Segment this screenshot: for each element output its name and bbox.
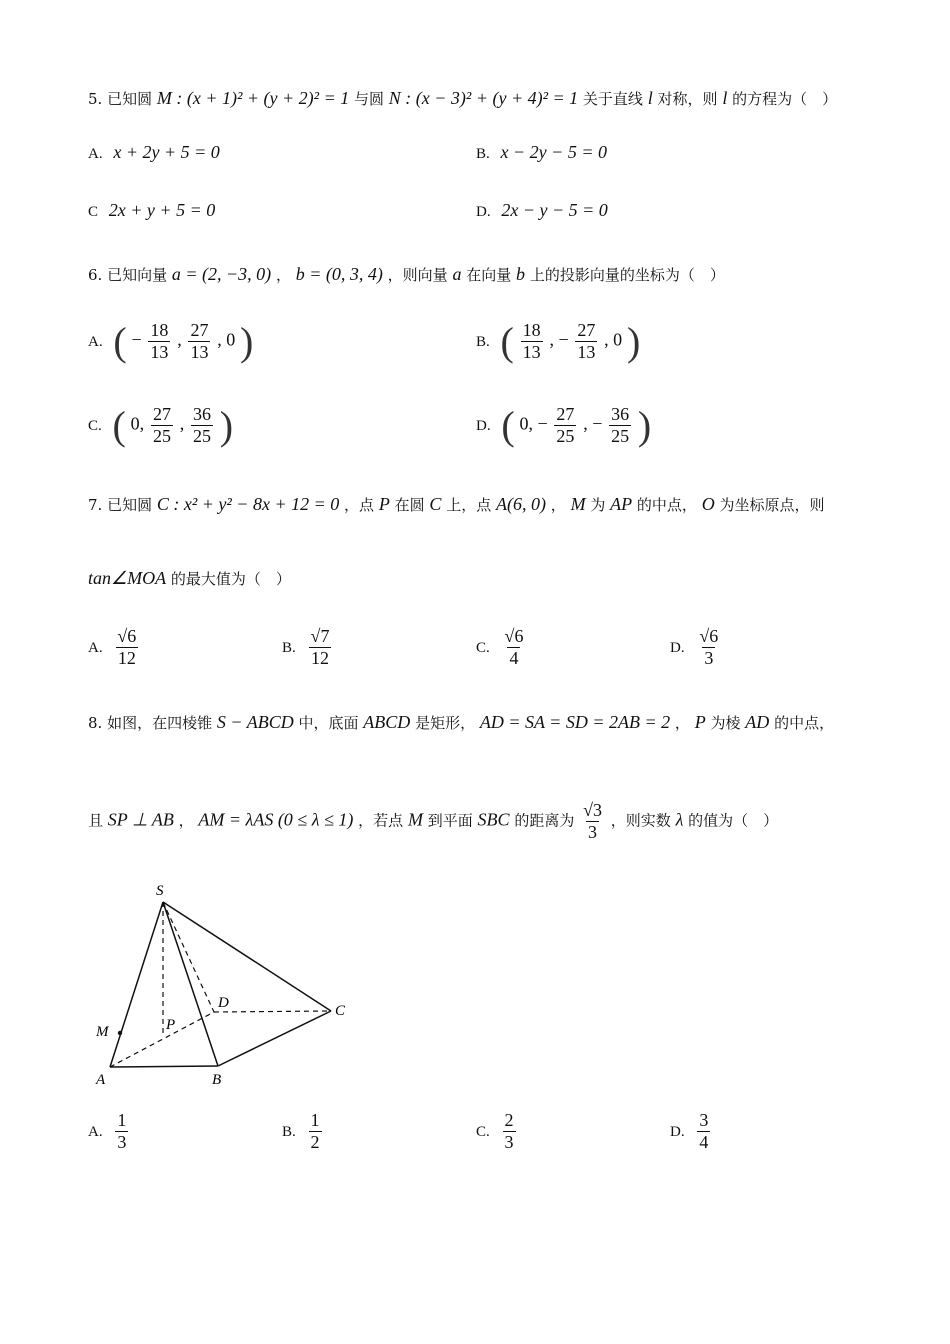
- option-label: A.: [88, 1123, 103, 1140]
- denominator: 25: [152, 426, 171, 446]
- q7-text-8: 为坐标原点，则: [719, 496, 825, 514]
- numerator: 36: [611, 404, 630, 424]
- q7-text-3: 在圆: [394, 496, 425, 514]
- numerator: 27: [152, 404, 171, 424]
- fraction: [697, 1110, 710, 1153]
- edge-sb: [163, 902, 218, 1066]
- q7-p: P: [378, 494, 390, 514]
- denominator: 13: [190, 342, 209, 362]
- q8-option-d[interactable]: [670, 1110, 712, 1153]
- q6-option-a[interactable]: [88, 318, 253, 365]
- numerator: 1: [117, 1110, 127, 1130]
- label-a: A: [96, 1072, 106, 1088]
- fraction: [148, 320, 170, 363]
- q5-text-5: 的方程为（ ）: [732, 90, 838, 108]
- fraction: [309, 1110, 322, 1153]
- option-pre: 0,: [130, 413, 145, 434]
- numerator: 27: [577, 320, 596, 340]
- fraction: [503, 1110, 516, 1153]
- q7-o: O: [701, 494, 715, 514]
- q5-circle-n: N : (x − 3)² + (y + 4)² = 1: [388, 88, 579, 108]
- fraction: [188, 320, 210, 363]
- point-m-dot: [118, 1031, 122, 1035]
- numerator: √3: [583, 800, 602, 820]
- q8-perp: SP ⊥ AB: [107, 809, 174, 830]
- fraction: [503, 626, 526, 669]
- q7-stem-2: [88, 568, 291, 589]
- radicand: 6: [127, 626, 137, 646]
- option-mid: , −: [583, 413, 603, 434]
- q7-text-7: 的中点，: [636, 496, 697, 514]
- q8-base: ABCD: [363, 712, 411, 732]
- q6-sep: ，: [275, 266, 291, 284]
- option-expr: x − 2y − 5 = 0: [500, 142, 607, 162]
- numerator: √6: [117, 626, 137, 646]
- q7-text-2: ，点: [344, 496, 375, 514]
- numerator: 2: [504, 1110, 514, 1130]
- q5-number: 5.: [88, 90, 103, 108]
- q7-option-d[interactable]: [670, 626, 722, 669]
- q7-text-6: 为: [590, 496, 606, 514]
- q8-text-4: ，: [674, 714, 690, 732]
- edge-sc: [163, 902, 331, 1011]
- fraction: [191, 404, 213, 447]
- q8-lambda: λ: [675, 809, 684, 830]
- label-m: M: [96, 1024, 109, 1040]
- q8-text-1: 如图，在四棱锥: [107, 714, 213, 732]
- right-paren: ): [626, 319, 641, 364]
- q6-text-1: 已知向量: [107, 266, 168, 284]
- q8-text-8: ，: [178, 811, 194, 830]
- q7-text-4: 上，点: [446, 496, 492, 514]
- option-mid: ,: [179, 413, 185, 434]
- q7-point-a: A(6, 0): [496, 494, 546, 514]
- numerator: 1: [310, 1110, 320, 1130]
- numerator: 27: [556, 404, 575, 424]
- denominator: 13: [522, 342, 541, 362]
- radicand: 6: [514, 626, 524, 646]
- q8-ad: AD: [745, 712, 770, 732]
- fraction: [575, 320, 597, 363]
- q6-a: a: [452, 264, 462, 284]
- label-p: P: [166, 1017, 176, 1033]
- q7-text-9: 的最大值为（ ）: [170, 570, 291, 588]
- option-expr: x + 2y + 5 = 0: [113, 142, 220, 162]
- q6-option-d[interactable]: [476, 402, 651, 449]
- option-label: C.: [88, 417, 102, 434]
- option-label: C: [88, 204, 99, 220]
- q8-text-13: 的值为（ ）: [688, 811, 779, 830]
- denominator: 3: [588, 822, 598, 842]
- denominator: 13: [150, 342, 169, 362]
- q8-option-c[interactable]: [476, 1110, 518, 1153]
- q5-option-d[interactable]: [476, 200, 608, 221]
- denominator: 4: [509, 648, 519, 668]
- option-expr: 2x − y − 5 = 0: [501, 200, 608, 220]
- option-label: B.: [282, 639, 296, 656]
- q7-option-a[interactable]: [88, 626, 140, 669]
- q5-text-3: 关于直线: [582, 90, 643, 108]
- option-label: B.: [476, 146, 490, 162]
- fraction: [697, 626, 720, 669]
- numerator: 27: [190, 320, 209, 340]
- radicand: 6: [709, 626, 719, 646]
- q5-option-c[interactable]: [88, 200, 215, 221]
- q7-c: C: [429, 494, 442, 514]
- label-b: B: [212, 1072, 222, 1088]
- label-c: C: [335, 1003, 346, 1019]
- q8-number: 8.: [88, 714, 103, 732]
- q7-option-c[interactable]: [476, 626, 527, 669]
- q7-option-b[interactable]: [282, 626, 333, 669]
- q8-condition: AD = SA = SD = 2AB = 2: [479, 712, 671, 732]
- option-label: C.: [476, 639, 490, 656]
- denominator: 25: [556, 426, 575, 446]
- q5-line-l-2: l: [722, 88, 728, 108]
- q8-option-b[interactable]: [282, 1110, 324, 1153]
- denominator: 25: [611, 426, 630, 446]
- numerator: 36: [193, 404, 211, 424]
- option-expr: 2x + y + 5 = 0: [108, 200, 216, 220]
- q6-option-c[interactable]: [88, 402, 233, 449]
- q6-vector-a: a = (2, −3, 0): [171, 264, 272, 284]
- q8-option-a[interactable]: [88, 1110, 130, 1153]
- right-paren: ): [637, 403, 652, 448]
- numerator: 18: [522, 320, 541, 340]
- q8-text-6: 的中点，: [774, 714, 835, 732]
- left-paren: (: [501, 403, 515, 448]
- option-label: B.: [476, 333, 490, 350]
- q7-ap: AP: [610, 494, 633, 514]
- q7-tan: tan∠MOA: [88, 568, 167, 588]
- q6-number: 6.: [88, 266, 103, 284]
- numerator: √7: [310, 626, 330, 646]
- edge-bc: [218, 1011, 331, 1066]
- option-mid: ,: [177, 329, 182, 350]
- q8-pyramid: S − ABCD: [216, 712, 294, 732]
- denominator: 4: [699, 1132, 709, 1152]
- q8-text-10: 到平面: [427, 811, 473, 830]
- edge-sa: [110, 902, 163, 1067]
- option-post: , 0: [604, 329, 623, 350]
- edge-ab: [110, 1066, 218, 1067]
- fraction: [554, 404, 576, 447]
- denominator: 13: [577, 342, 596, 362]
- right-paren: ): [240, 319, 254, 364]
- q8-text-11: 的距离为: [514, 811, 575, 830]
- q6-text-4: 上的投影向量的坐标为（ ）: [529, 266, 725, 284]
- q7-circle-c: C : x² + y² − 8x + 12 = 0: [156, 494, 340, 514]
- q8-text-9: ，若点: [358, 811, 404, 830]
- numerator: √6: [504, 626, 524, 646]
- option-pre: −: [131, 329, 142, 350]
- q8-text-3: 是矩形，: [415, 714, 476, 732]
- denominator: 3: [704, 648, 714, 668]
- q8-m: M: [407, 809, 423, 830]
- option-label: A.: [88, 333, 103, 350]
- option-label: D.: [670, 639, 685, 656]
- q5-stem: [88, 88, 837, 109]
- option-mid: , −: [549, 329, 569, 350]
- q5-text-4: 对称，则: [657, 90, 718, 108]
- option-label: D.: [476, 204, 491, 220]
- left-paren: (: [500, 319, 514, 364]
- fraction: [609, 404, 631, 447]
- fraction: [151, 404, 173, 447]
- q8-pyramid-figure: [90, 875, 360, 1090]
- q8-distance-fraction: [581, 800, 604, 843]
- q8-text-7: 且: [88, 811, 104, 830]
- fraction: [115, 1110, 128, 1153]
- option-label: B.: [282, 1123, 296, 1140]
- denominator: 3: [504, 1132, 514, 1152]
- q7-stem: [88, 494, 825, 515]
- q7-number: 7.: [88, 496, 103, 514]
- q6-vector-b: b = (0, 3, 4): [295, 264, 383, 284]
- denominator: 12: [310, 648, 329, 668]
- denominator: 2: [310, 1132, 320, 1152]
- option-post: , 0: [217, 329, 236, 350]
- q5-option-a[interactable]: [88, 142, 220, 163]
- q6-text-2: ，则向量: [387, 266, 448, 284]
- label-s: S: [156, 883, 164, 899]
- q8-text-5: 为棱: [710, 714, 741, 732]
- q5-text-2: 与圆: [354, 90, 385, 108]
- numerator: 18: [150, 320, 169, 340]
- denominator: 3: [117, 1132, 127, 1152]
- left-paren: (: [112, 403, 126, 448]
- label-d: D: [218, 995, 229, 1011]
- option-label: A.: [88, 639, 103, 656]
- q6-b: b: [516, 264, 526, 284]
- option-label: C.: [476, 1123, 490, 1140]
- fraction: [115, 626, 138, 669]
- q8-text-12: ，则实数: [610, 811, 671, 830]
- q8-text-2: 中，底面: [298, 714, 359, 732]
- q8-stem: [88, 712, 834, 733]
- q8-am: AM = λAS (0 ≤ λ ≤ 1): [198, 809, 354, 830]
- numerator: 3: [699, 1110, 709, 1130]
- denominator: 25: [193, 426, 211, 446]
- q7-text-5: ，: [550, 496, 566, 514]
- numerator: √6: [699, 626, 719, 646]
- edge-dc-hidden: [214, 1011, 331, 1012]
- radicand: 3: [593, 800, 602, 820]
- option-label: A.: [88, 146, 103, 162]
- q8-p: P: [694, 712, 706, 732]
- option-label: D.: [476, 417, 491, 434]
- fraction: [309, 626, 332, 669]
- q6-option-b[interactable]: [476, 318, 640, 365]
- q7-m: M: [570, 494, 586, 514]
- option-label: D.: [670, 1123, 685, 1140]
- q6-stem: [88, 264, 725, 285]
- right-paren: ): [219, 403, 234, 448]
- q5-line-l: l: [647, 88, 653, 108]
- q7-text-1: 已知圆: [107, 496, 153, 514]
- q6-text-3: 在向量: [466, 266, 512, 284]
- q5-option-b[interactable]: [476, 142, 607, 163]
- left-paren: (: [113, 319, 127, 364]
- denominator: 12: [117, 648, 136, 668]
- radicand: 7: [320, 626, 330, 646]
- q8-sbc: SBC: [477, 809, 510, 830]
- option-pre: 0, −: [519, 413, 548, 434]
- q5-circle-m: M : (x + 1)² + (y + 2)² = 1: [156, 88, 350, 108]
- q8-stem-2: [88, 800, 778, 843]
- fraction: [521, 320, 543, 363]
- q5-text-1: 已知圆: [107, 90, 153, 108]
